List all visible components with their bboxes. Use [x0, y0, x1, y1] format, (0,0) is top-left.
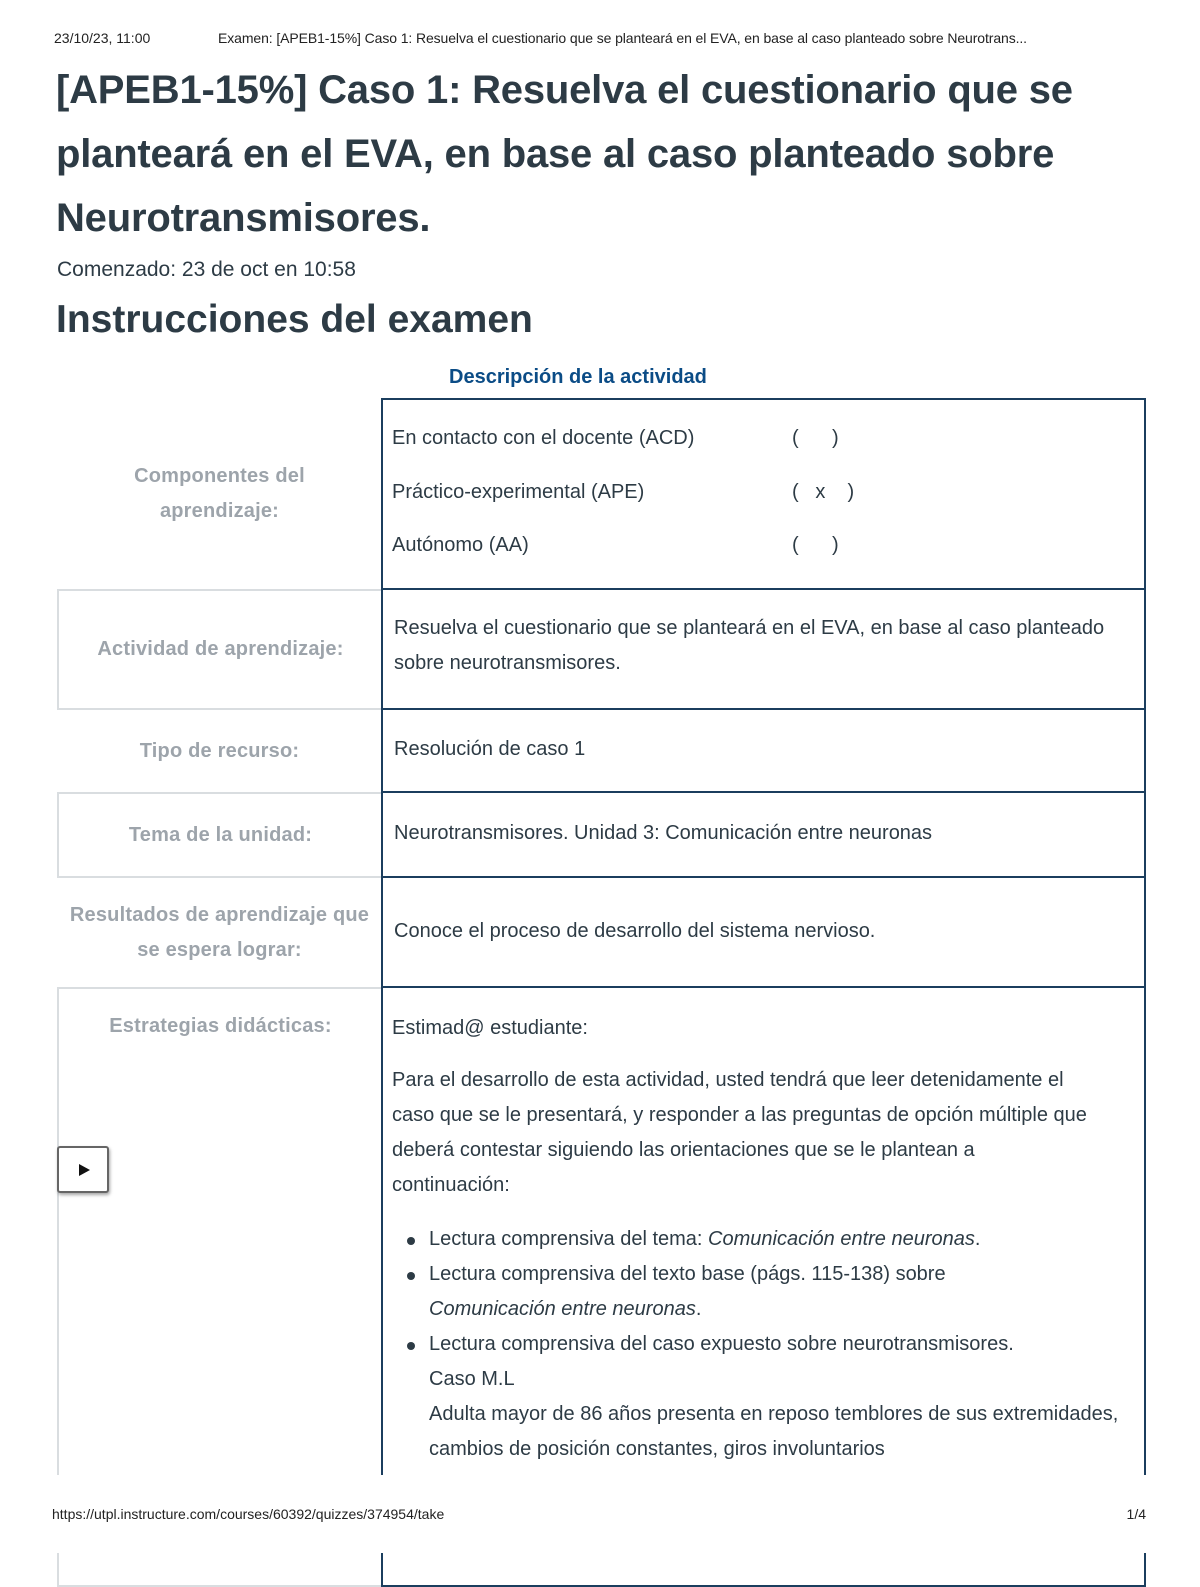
started-timestamp: Comenzado: 23 de oct en 10:58 — [57, 258, 356, 281]
strategies-greeting: Estimad@ estudiante: — [392, 1017, 588, 1039]
list-item — [405, 1257, 1135, 1327]
bullet3-line3: Adulta mayor de 86 años presenta en reposo temblores de sus extremidades, cambios de posición constantes, giros involuntarios — [429, 1403, 1119, 1460]
bullet3-line2: Caso M.L — [429, 1368, 515, 1390]
print-page-title: Examen: [APEB1-15%] Caso 1: Resuelva el cuestionario que se planteará en el EVA, en base al caso planteado sobre Neurotrans... — [218, 30, 1027, 46]
component-ape — [392, 481, 855, 504]
component-acd-name: En contacto con el docente (ACD) — [392, 427, 695, 449]
topic-text: Neurotransmisores. Unidad 3: Comunicación entre neuronas — [381, 792, 1146, 878]
print-footer — [52, 1506, 1146, 1522]
topic-label: Tema de la unidad: — [57, 792, 382, 878]
component-acd — [392, 427, 839, 450]
print-datetime: 23/10/23, 11:00 — [54, 30, 151, 46]
print-page-number: 1/4 — [1126, 1506, 1146, 1522]
strategies-label: Estrategias didácticas: — [57, 987, 382, 1587]
strategies-list — [405, 1222, 1135, 1467]
bullet3-line1: Lectura comprensiva del caso expuesto sobre neurotransmisores. — [429, 1333, 1014, 1355]
component-ape-name: Práctico-experimental (APE) — [392, 481, 645, 503]
activity-text: Resuelva el cuestionario que se planteará en el EVA, en base al caso planteado sobre neurotransmisores. — [381, 589, 1146, 710]
resource-label: Tipo de recurso: — [139, 739, 300, 762]
bullet2-prefix: Lectura comprensiva del texto base (págs. 115-138) sobre — [429, 1263, 946, 1285]
activity-label: Actividad de aprendizaje: — [57, 589, 382, 710]
quiz-title: [APEB1-15%] Caso 1: Resuelva el cuestionario que se planteará en el EVA, en base al caso planteado sobre Neurotransmisores. — [56, 68, 1073, 240]
resource-text: Resolución de caso 1 — [381, 709, 1146, 793]
component-aa — [392, 534, 839, 557]
print-url: https://utpl.instructure.com/courses/60392/quizzes/374954/take — [52, 1506, 445, 1522]
play-icon — [79, 1164, 90, 1176]
list-item — [405, 1222, 1135, 1257]
bullet1-emphasis: Comunicación entre neuronas — [708, 1228, 975, 1250]
components-label: Componentes del aprendizaje: — [134, 465, 305, 522]
bullet1-prefix: Lectura comprensiva del tema: — [429, 1228, 709, 1250]
bullet-dot — [407, 1342, 415, 1350]
bullet1-suffix: . — [974, 1228, 981, 1250]
play-button[interactable] — [57, 1146, 109, 1193]
description-heading: Descripción de la actividad — [449, 366, 707, 388]
bullet-dot — [407, 1237, 415, 1245]
bullet2-suffix: . — [695, 1298, 702, 1320]
results-text: Conoce el proceso de desarrollo del sistema nervioso. — [381, 877, 1146, 988]
component-ape-mark: ( x ) — [792, 481, 855, 503]
component-aa-mark: ( ) — [792, 534, 839, 556]
bullet-dot — [407, 1272, 415, 1280]
component-aa-name: Autónomo (AA) — [392, 534, 529, 556]
results-label: Resultados de aprendizaje que se espera lograr: — [69, 903, 370, 961]
instructions-heading: Instrucciones del examen — [56, 298, 533, 341]
strategies-intro: Para el desarrollo de esta actividad, usted tendrá que leer detenidamente el caso que se le presentará, y responder a las preguntas de opción múltiple que deberá contestar siguiendo las orientaciones que se le plantean a continuación: — [392, 1069, 1087, 1196]
component-acd-mark: ( ) — [792, 427, 839, 449]
bullet2-emphasis: Comunicación entre neuronas — [429, 1298, 696, 1320]
list-item — [405, 1327, 1135, 1467]
